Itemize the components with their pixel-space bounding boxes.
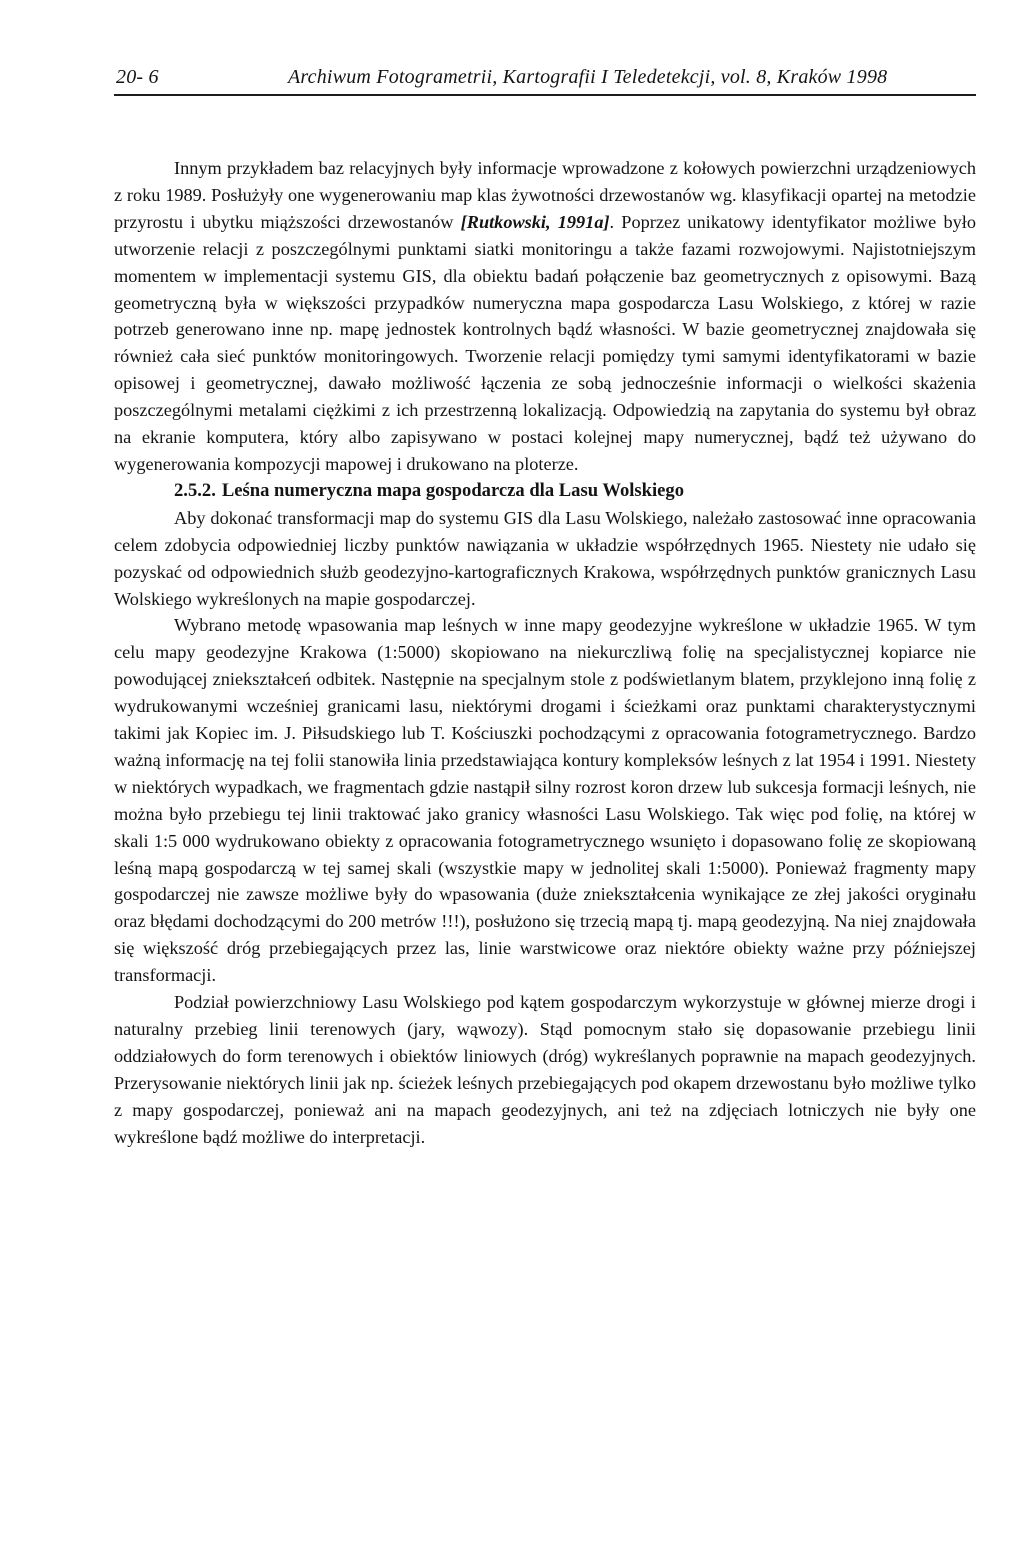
paragraph-intro <box>114 155 976 478</box>
header-rule <box>114 94 976 96</box>
citation: [Rutkowski, 1991a] <box>460 211 610 232</box>
section-heading <box>114 478 976 505</box>
paragraph: Aby dokonać transformacji map do systemu GIS dla Lasu Wolskiego, należało zastosować inne opracowania celem zdobycia odpowiedniej liczby punktów nawiązania w układzie współrzędnych 1965. Niestety nie udało się pozyskać od odpowiednich służb geodezyjno-kartograficznych Krakowa, współrzędnych punktów granicznych Lasu Wolskiego wykreślonych na mapie gospodarczej. <box>114 507 976 609</box>
paragraph-text: Innym przykładem baz relacyjnych były informacje wprowadzone z kołowych powierzchni urządzeniowych z roku 1989. Posłużyły one wygenerowaniu map klas żywotności drzewostanów wg. klasyfikacji opartej na metodzie przyrostu i ubytku miąższości drzewostanów <box>114 158 976 232</box>
section-title: Leśna numeryczna mapa gospodarcza dla Lasu Wolskiego <box>221 479 684 501</box>
page-number: 20- 6 <box>116 66 159 88</box>
section-number: 2.5.2. <box>174 479 216 501</box>
running-header <box>114 66 976 90</box>
paragraph: Podział powierzchniowy Lasu Wolskiego pod kątem gospodarczym wykorzystuje w głównej mierze drogi i naturalny przebieg linii terenowych (jary, wąwozy). Stąd pomocnym stało się dopasowanie przebiegu linii oddziałowych do form terenowych i obiektów liniowych (dróg) wykreślanych poprawnie na mapach geodezyjnych. Przerysowanie niektórych linii jak np. ścieżek leśnych przebiegających pod okapem drzewostanu było możliwe tylko z mapy gospodarczej, ponieważ ani na mapach geodezyjnych, ani też na zdjęciach lotniczych nie były one wykreślone bądź możliwe do interpretacji. <box>114 992 976 1147</box>
body-text <box>114 155 976 1151</box>
paragraph-text: . Poprzez unikatowy identyfikator możliwe było utworzenie relacji z poszczególnymi punktami siatki monitoringu a także fazami rozwojowymi. Najistotniejszym momentem w implementacji systemu GIS, dla obiektu badań połączenie baz geometrycznych z opisowymi. Bazą geometryczną była w większości przypadków numeryczna mapa gospodarcza Lasu Wolskiego, z której w razie potrzeb generowano inne np. mapę jednostek kontrolnych bądź własności. W bazie geometrycznej znajdowała się również cała sieć punktów monitoringowych. Tworzenie relacji pomiędzy tymi samymi identyfikatorami w bazie opisowej i geometrycznej, dawało możliwość łączenia ze sobą jednocześnie informacji o wielkości skażenia poszczególnymi metalami ciężkimi z ich przestrzenną lokalizacją. Odpowiedzią na zapytania do systemu był obraz na ekranie komputera, który albo zapisywano w postaci kolejnej mapy numerycznej, bądź też używano do wygenerowania kompozycji mapowej i drukowano na ploterze. <box>114 211 976 474</box>
paragraph: Wybrano metodę wpasowania map leśnych w inne mapy geodezyjne wykreślone w układzie 1965. W tym celu mapy geodezyjne Krakowa (1:5000) skopiowano na niekurczliwą folię na specjalistycznej kopiarce nie powodującej zniekształceń odbitek. Następnie na specjalnym stole z podświetlanym blatem, przyklejono inną folię z wydrukowanymi wcześniej granicami lasu, niektórymi drogami i ścieżkami oraz punktami charakterystycznymi takimi jak Kopiec im. J. Piłsudskiego lub T. Kościuszki pochodzącymi z opracowania fotogrametrycznego. Bardzo ważną informację na tej folii stanowiła linia przedstawiająca kontury kompleksów leśnych z lat 1954 i 1991. Niestety w niektórych wypadkach, we fragmentach gdzie nastąpił silny rozrost koron drzew lub sukcesja formacji leśnych, nie można było przebiegu tej linii traktować jako granicy własności Lasu Wolskiego. Tak więc pod folię, na której w skali 1:5 000 wydrukowano obiekty z opracowania fotogrametrycznego wsunięto i dopasowano folię ze skopiowaną leśną mapą gospodarczą w tej samej skali (wszystkie mapy w jednolitej skali 1:5000). Ponieważ fragmenty mapy gospodarczej nie zawsze możliwe były do wpasowania (duże zniekształcenia wynikające ze złej jakości oryginału oraz błędami dochodzącymi do 200 metrów !!!), posłużono się trzecią mapą tj. mapą geodezyjną. Na niej znajdowała się większość dróg przebiegających przez las, linie warstwicowe oraz niektóre obiekty ważne przy późniejszej transformacji. <box>114 615 976 986</box>
journal-title: Archiwum Fotogrametrii, Kartografii I Teledetekcji, vol. 8, Kraków 1998 <box>288 66 888 88</box>
